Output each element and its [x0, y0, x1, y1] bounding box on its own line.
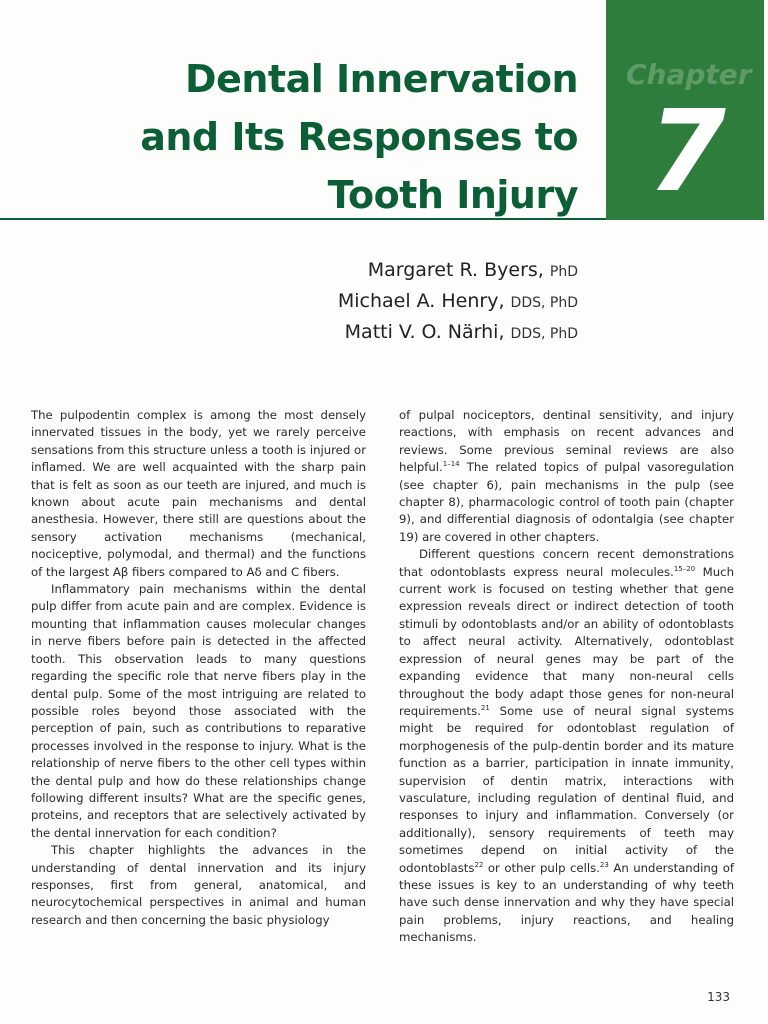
body-text: Different questions concern recent demonstrations that odontoblasts express neural molecules. — [399, 547, 734, 579]
chapter-badge — [606, 0, 764, 220]
body-text: The related topics of pulpal vasoregulation (see chapter 6), pain mechanisms in the pulp (see chapter 8), pharmacologic control of tooth pain (chapter 9), and differential diagnosis of odontalgia (see chapter 19) are covered in other chapters. — [399, 460, 734, 544]
author-degree: DDS, PhD — [510, 295, 578, 311]
body-paragraph: The pulpodentin complex is among the most densely innervated tissues in the body, yet we rarely perceive sensations from this structure unless a tooth is injured or inflamed. We are well acquainted with the sharp pain that is felt as soon as our teeth are injured, and much is known about acute pain mechanisms and dental anesthesia. However, there still are questions about the sensory activation mechanisms (mechanical, nociceptive, polymodal, and thermal) and the functions of the largest Aβ fibers compared to Aδ and C fibers. — [31, 408, 366, 579]
chapter-title-line: Dental Innervation — [185, 57, 578, 101]
body-text: An understanding of these issues is key to an understanding of why teeth have such dense innervation and why they have special pain problems, injury reactions, and healing mechanisms. — [399, 860, 734, 945]
body-column-left — [31, 407, 366, 929]
page-number: 133 — [707, 990, 730, 1004]
author-name: Matti V. O. Närhi, — [344, 321, 505, 343]
body-column-right — [399, 407, 734, 947]
body-text: Some use of neural signal systems might be required for odontoblast regulation of morphogenesis of the pulp-dentin border and its mature function as a barrier, participation in innate immunity, supervision of dentin matrix, interactions with vasculature, including regulation of dentinal fluid, and responses to injury and inflammation. Conversely (or additionally), sensory requirements of teeth may sometimes depend on initial activity of the odontoblasts — [399, 703, 734, 875]
body-text: of pulpal nociceptors, dentinal sensitivity, and injury reactions, with emphasis on recent advances and reviews. Some previous seminal reviews are also helpful. — [399, 408, 734, 475]
chapter-title-line: Tooth Injury — [327, 173, 578, 217]
citation-ref: 1–14 — [442, 460, 460, 469]
author-name: Michael A. Henry, — [337, 290, 505, 312]
body-paragraph: This chapter highlights the advances in the understanding of dental innervation and its injury responses, first from general, anatomical, and neurocytochemical perspectives in animal and human research and then concerning the basic physiology — [31, 843, 366, 927]
body-paragraph: Inflammatory pain mechanisms within the dental pulp differ from acute pain and are complex. Evidence is mounting that inflammation causes molecular changes in nerve fibers before pain is detected in the affected tooth. This observation leads to many questions regarding the specific role that nerve fibers play in the dental pulp. Some of the most intriguing are related to possible roles beyond those associated with the perception of pain, such as contributions to reparative processes involved in the response to injury. What is the relationship of nerve fibers to the other cell types within the dental pulp and how do these relationships change following different insults? What are the specific genes, proteins, and receptors that are selectively activated by the dental innervation for each condition? — [31, 582, 366, 840]
chapter-number: 7 — [648, 87, 726, 217]
body-paragraph — [399, 407, 734, 546]
title-rule — [0, 218, 606, 220]
body-text: or other pulp cells. — [483, 860, 600, 875]
author-name: Margaret R. Byers, — [367, 259, 544, 281]
citation-ref: 21 — [480, 704, 490, 713]
author — [338, 318, 578, 349]
citation-ref: 22 — [474, 860, 484, 869]
author — [338, 287, 578, 318]
body-paragraph — [399, 546, 734, 946]
chapter-title-line: and Its Responses to — [140, 115, 578, 159]
author — [338, 256, 578, 287]
author-degree: PhD — [549, 264, 578, 280]
citation-ref: 15–20 — [673, 564, 696, 573]
author-list — [338, 256, 578, 349]
chapter-label: Chapter — [626, 58, 752, 91]
citation-ref: 23 — [599, 860, 609, 869]
author-degree: DDS, PhD — [510, 326, 578, 342]
body-text: Much current work is focused on testing whether that gene expression reveals direct or indirect detection of tooth stimuli by odontoblasts and/or an ability of odontoblasts to affect neural activity. Alternatively, odontoblast expression of neural genes may be part of the expanding evidence that many non-neural cells throughout the body adapt those genes for non-neural requirements. — [399, 564, 734, 718]
chapter-title — [140, 50, 578, 224]
